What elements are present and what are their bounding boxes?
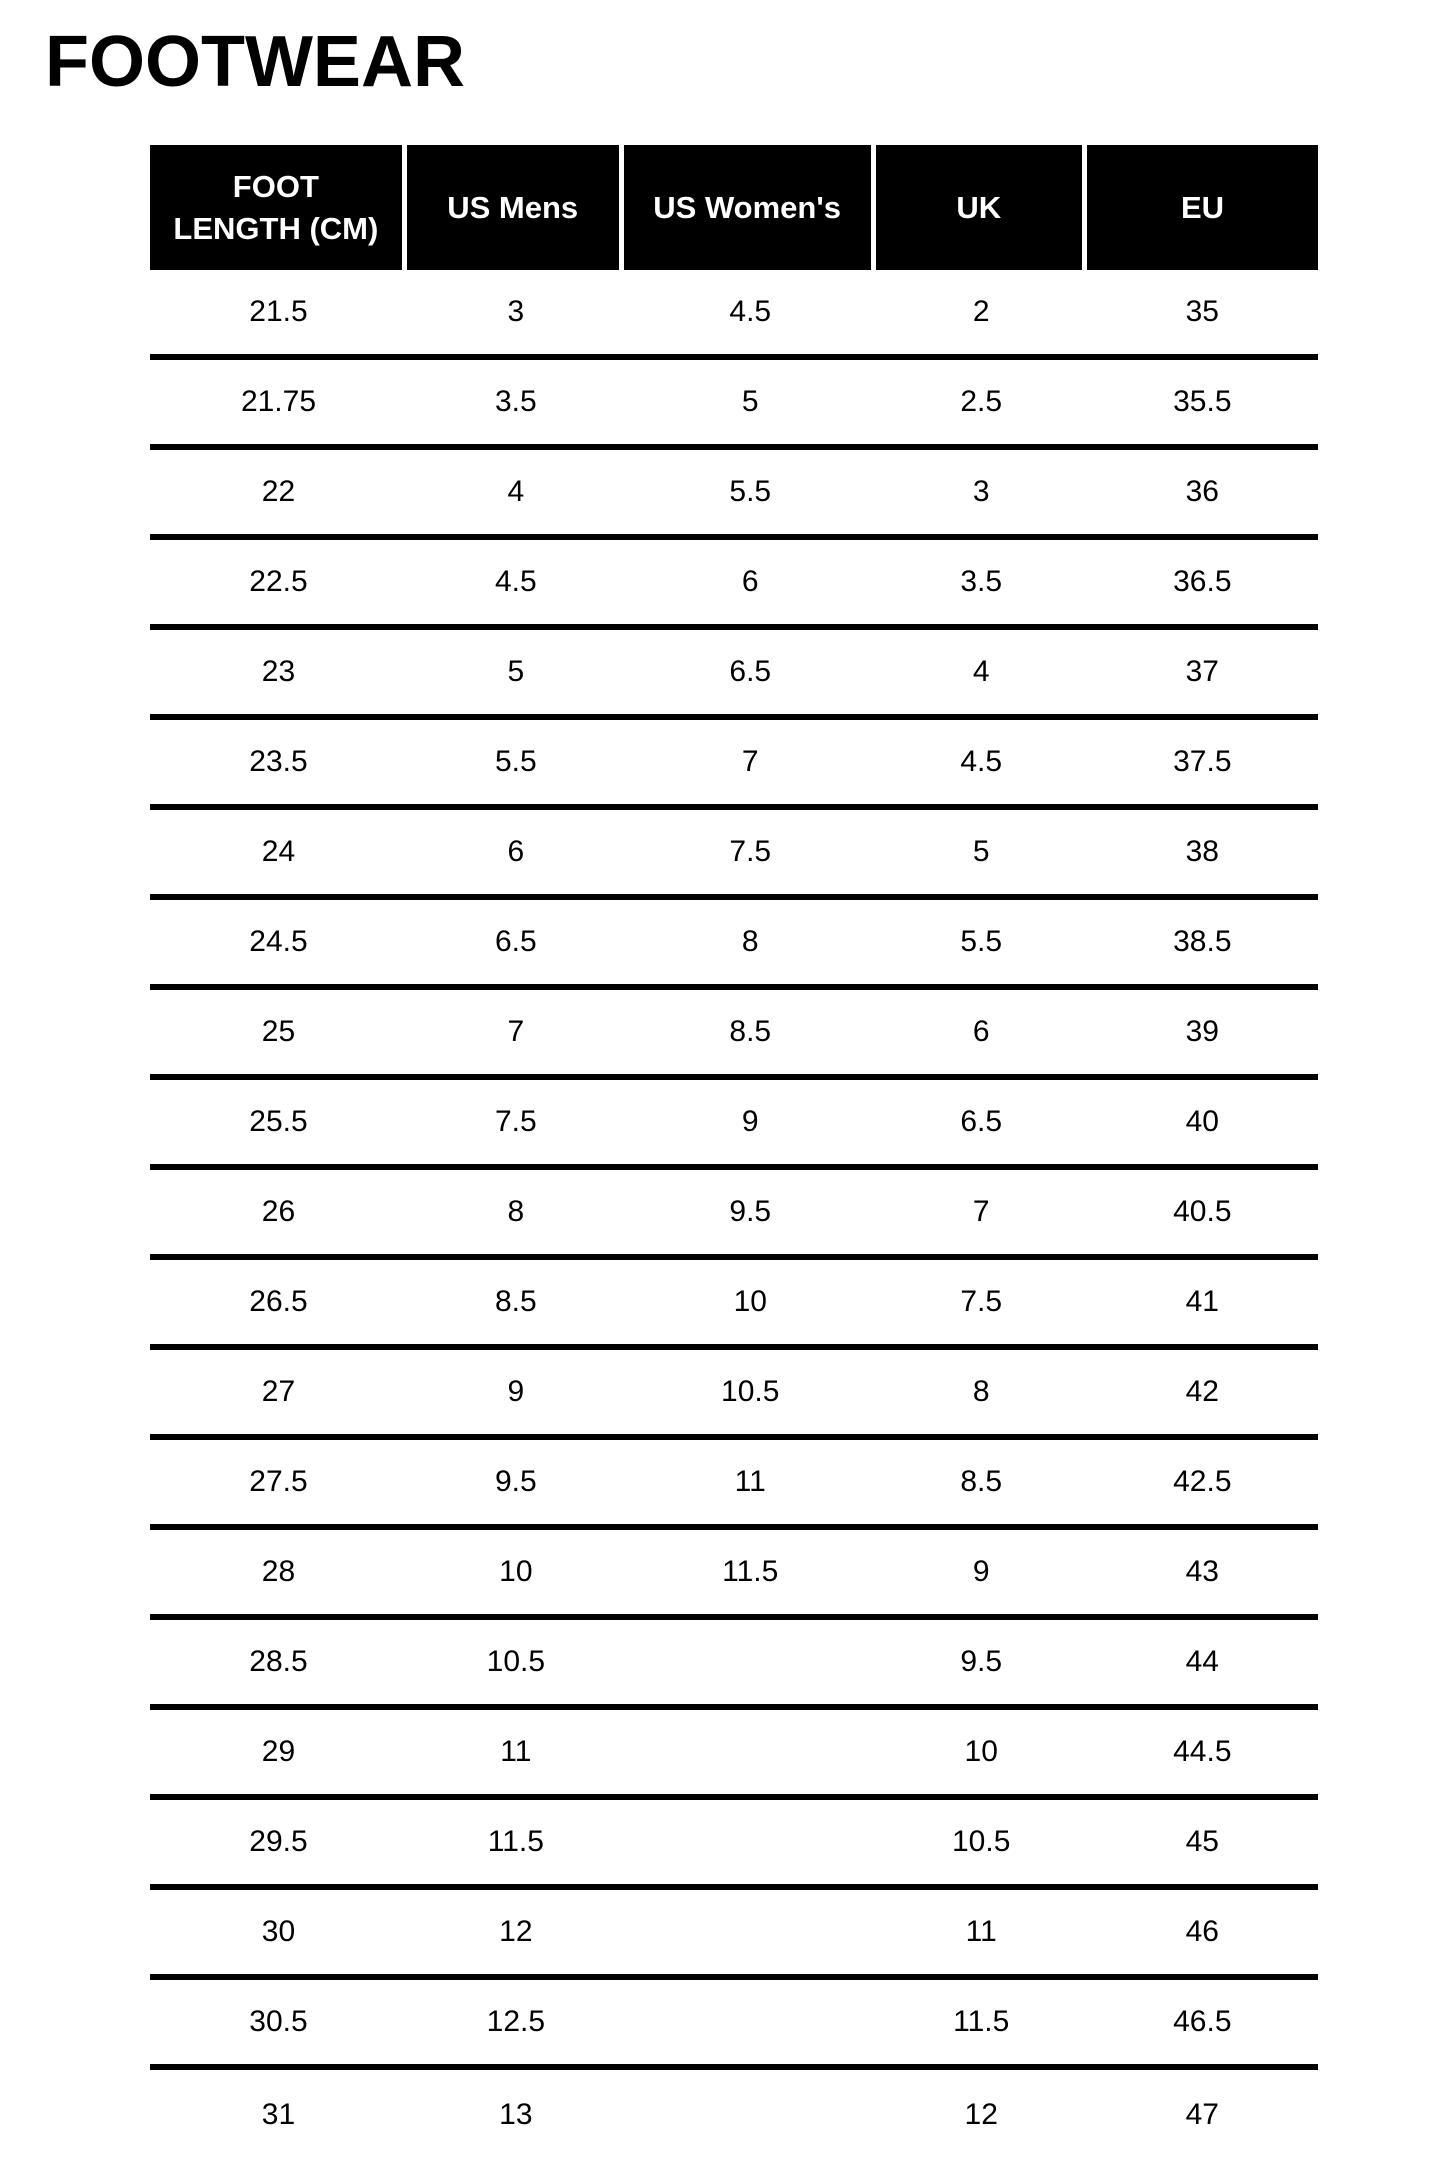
- cell: 7.5: [494, 1105, 537, 1138]
- cell: 6.5: [494, 925, 537, 958]
- cell: 9: [507, 1375, 525, 1408]
- cell: 12: [964, 2098, 998, 2131]
- cell: 45: [1185, 1825, 1219, 1858]
- table-header-row: [150, 145, 1318, 270]
- cell: 3: [507, 295, 525, 328]
- cell: 27: [261, 1375, 296, 1408]
- table-row: [150, 990, 1318, 1080]
- table-row: [150, 360, 1318, 450]
- cell: 42: [1185, 1375, 1219, 1408]
- cell: 27.5: [249, 1465, 308, 1498]
- cell: 10.5: [486, 1645, 546, 1678]
- cell: 7: [741, 745, 759, 778]
- cell: 7.5: [960, 1285, 1003, 1318]
- table-row: [150, 2070, 1318, 2160]
- table-row: [150, 270, 1318, 360]
- cell: 8: [741, 925, 759, 958]
- cell: 23: [261, 655, 296, 688]
- cell: 5: [507, 655, 525, 688]
- cell: 7: [507, 1015, 525, 1048]
- table-row: [150, 720, 1318, 810]
- table-row: [150, 900, 1318, 990]
- table-row: [150, 1800, 1318, 1890]
- table-row: [150, 1620, 1318, 1710]
- cell: 8.5: [960, 1465, 1003, 1498]
- cell: 4: [972, 655, 990, 688]
- cell: 8.5: [494, 1285, 537, 1318]
- cell: 5: [972, 835, 990, 868]
- cell: 22.5: [249, 565, 308, 598]
- cell: 26: [261, 1195, 296, 1228]
- cell: 30.5: [249, 2005, 308, 2038]
- page-title: FOOTWEAR: [45, 22, 465, 102]
- cell: 21.75: [240, 385, 317, 418]
- cell: 5.5: [960, 925, 1003, 958]
- cell: 40: [1185, 1105, 1219, 1138]
- cell: 4.5: [960, 745, 1003, 778]
- table-row: [150, 1980, 1318, 2070]
- cell: 5.5: [729, 475, 772, 508]
- cell: 42.5: [1173, 1465, 1232, 1498]
- cell: 28.5: [249, 1645, 308, 1678]
- cell: 38: [1185, 835, 1219, 868]
- cell: 9.5: [960, 1645, 1003, 1678]
- cell: 28: [261, 1555, 296, 1588]
- cell: [625, 1710, 876, 1794]
- table-row: [150, 1440, 1318, 1530]
- table-row: [150, 1350, 1318, 1440]
- cell: 11: [500, 1735, 532, 1768]
- table-row: [150, 1260, 1318, 1350]
- cell: 24.5: [249, 925, 308, 958]
- cell: 36.5: [1173, 565, 1232, 598]
- cell: 12: [499, 1915, 533, 1948]
- table-row: [150, 1710, 1318, 1800]
- cell: 6.5: [729, 655, 772, 688]
- cell: 5.5: [494, 745, 537, 778]
- cell: 9: [972, 1555, 990, 1588]
- cell: 2.5: [960, 385, 1003, 418]
- cell: 9.5: [494, 1465, 537, 1498]
- cell: 7: [972, 1195, 990, 1228]
- cell: 25.5: [249, 1105, 308, 1138]
- cell: 10: [964, 1735, 998, 1768]
- cell: [625, 1980, 876, 2064]
- cell: 37.5: [1173, 745, 1232, 778]
- cell: 25: [261, 1015, 296, 1048]
- table-row: [150, 1080, 1318, 1170]
- cell: 6: [507, 835, 525, 868]
- cell: 10: [499, 1555, 533, 1588]
- size-chart-table: [150, 145, 1318, 2160]
- column-header-us-womens: US Women's: [624, 145, 871, 270]
- cell: 38.5: [1173, 925, 1232, 958]
- column-header-us-mens: US Mens: [407, 145, 619, 270]
- cell: [625, 2070, 876, 2160]
- cell: 9.5: [729, 1195, 772, 1228]
- cell: 36: [1185, 475, 1219, 508]
- cell: 23.5: [249, 745, 308, 778]
- table-row: [150, 1890, 1318, 1980]
- cell: 11.5: [487, 1825, 544, 1858]
- table-row: [150, 1170, 1318, 1260]
- cell: 26.5: [249, 1285, 308, 1318]
- table-row: [150, 810, 1318, 900]
- cell: 24: [261, 835, 296, 868]
- cell: 12.5: [486, 2005, 546, 2038]
- table-row: [150, 450, 1318, 540]
- cell: 11.5: [953, 2005, 1010, 2038]
- cell: 22: [261, 475, 296, 508]
- cell: 6.5: [960, 1105, 1003, 1138]
- cell: 5: [741, 385, 759, 418]
- cell: [625, 1800, 876, 1884]
- cell: 31: [261, 2098, 296, 2131]
- cell: 10: [733, 1285, 767, 1318]
- cell: 7.5: [729, 835, 772, 868]
- table-row: [150, 1530, 1318, 1620]
- cell: 13: [499, 2098, 533, 2131]
- table-body: [150, 270, 1318, 2160]
- cell: 3: [972, 475, 990, 508]
- column-header-uk: UK: [876, 145, 1082, 270]
- cell: 11: [965, 1915, 997, 1948]
- cell: 3.5: [494, 385, 537, 418]
- cell: 29: [261, 1735, 296, 1768]
- cell: 4.5: [494, 565, 537, 598]
- table-row: [150, 540, 1318, 630]
- cell: 44.5: [1173, 1735, 1232, 1768]
- cell: 6: [741, 565, 759, 598]
- cell: 10.5: [952, 1825, 1011, 1858]
- cell: 11: [734, 1465, 766, 1498]
- cell: 8: [507, 1195, 525, 1228]
- cell: 8.5: [729, 1015, 772, 1048]
- cell: 46: [1185, 1915, 1219, 1948]
- cell: 35: [1185, 295, 1219, 328]
- cell: 2: [972, 295, 990, 328]
- cell: 29.5: [249, 1825, 308, 1858]
- cell: 4: [507, 475, 525, 508]
- cell: 35.5: [1173, 385, 1232, 418]
- cell: 4.5: [729, 295, 772, 328]
- cell: 30: [261, 1915, 296, 1948]
- cell: 46.5: [1173, 2005, 1232, 2038]
- cell: 21.5: [249, 295, 308, 328]
- cell: 8: [972, 1375, 990, 1408]
- cell: [625, 1890, 876, 1974]
- cell: 37: [1185, 655, 1219, 688]
- cell: 6: [972, 1015, 990, 1048]
- column-header-foot-length: FOOT LENGTH (CM): [150, 145, 402, 270]
- cell: 11.5: [722, 1555, 779, 1588]
- cell: 10.5: [721, 1375, 780, 1408]
- cell: 41: [1185, 1285, 1219, 1318]
- table-row: [150, 630, 1318, 720]
- cell: [625, 1620, 876, 1704]
- cell: 47: [1185, 2098, 1219, 2131]
- cell: 3.5: [960, 565, 1003, 598]
- cell: 44: [1185, 1645, 1219, 1678]
- cell: 40.5: [1173, 1195, 1232, 1228]
- cell: 39: [1185, 1015, 1219, 1048]
- cell: 43: [1185, 1555, 1219, 1588]
- cell: 9: [741, 1105, 759, 1138]
- column-header-eu: EU: [1087, 145, 1318, 270]
